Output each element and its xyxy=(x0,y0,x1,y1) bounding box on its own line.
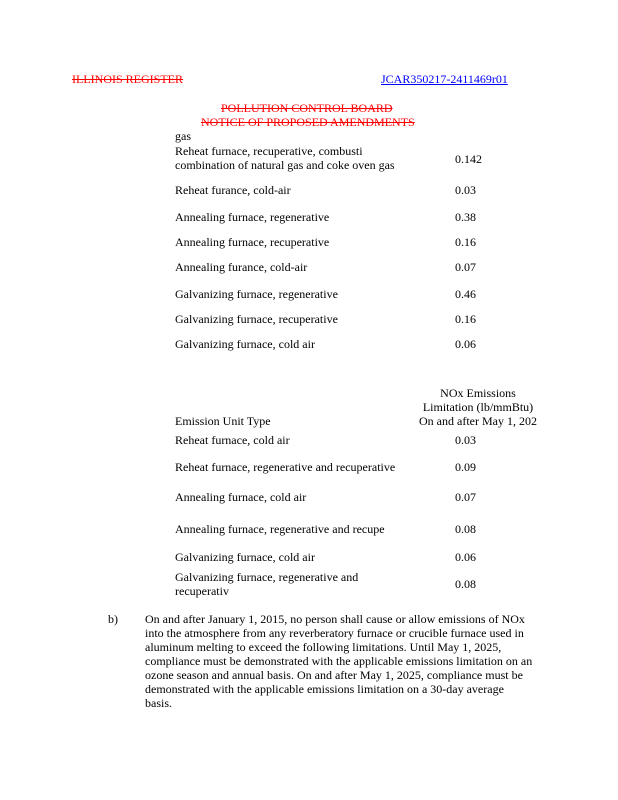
section-b-label: b) xyxy=(108,612,118,626)
notice-title: NOTICE OF PROPOSED AMENDMENTS xyxy=(201,115,415,129)
row-label: recuperativ xyxy=(175,584,229,598)
column-header-line: NOx Emissions xyxy=(440,386,516,400)
row-value: 0.46 xyxy=(455,287,476,301)
row-value: 0.07 xyxy=(455,260,476,274)
row-value: 0.08 xyxy=(455,577,476,591)
board-title: POLLUTION CONTROL BOARD xyxy=(221,101,393,115)
row-label: Annealing furnace, recuperative xyxy=(175,235,330,249)
row-label: Galvanizing furnace, cold air xyxy=(175,550,315,564)
paragraph-line: compliance must be demonstrated with the applicable emissions limitation on an xyxy=(145,654,533,668)
paragraph-line: aluminum melting to exceed the following limitations. Until May 1, 2025, xyxy=(145,640,502,654)
row-label: Annealing furance, cold-air xyxy=(175,260,308,274)
row-value: 0.16 xyxy=(455,235,476,249)
row-value: 0.38 xyxy=(455,210,476,224)
row-label: Reheat furance, cold-air xyxy=(175,183,291,197)
register-title: ILLINOIS REGISTER xyxy=(72,72,183,86)
row-label: Annealing furnace, cold air xyxy=(175,490,307,504)
column-header-line: On and after May 1, 202 xyxy=(419,414,537,428)
paragraph-line: basis. xyxy=(145,696,172,710)
row-value: 0.06 xyxy=(455,337,476,351)
jcar-code-link[interactable]: JCAR350217-2411469r01 xyxy=(381,72,508,86)
paragraph-line: On and after January 1, 2015, no person shall cause or allow emissions of NOx xyxy=(145,612,525,626)
row-label: Galvanizing furnace, regenerative xyxy=(175,287,338,301)
row-value: 0.142 xyxy=(455,152,482,166)
column-header-emission-unit-type: Emission Unit Type xyxy=(175,414,271,428)
row-label: combination of natural gas and coke oven gas xyxy=(175,158,395,172)
row-label: Galvanizing furnace, cold air xyxy=(175,337,315,351)
row-value: 0.07 xyxy=(455,490,476,504)
row-value: 0.08 xyxy=(455,522,476,536)
row-value: 0.03 xyxy=(455,183,476,197)
row-label: Reheat furnace, recuperative, combusti xyxy=(175,144,363,158)
row-label: Galvanizing furnace, recuperative xyxy=(175,312,338,326)
row-value: 0.09 xyxy=(455,460,476,474)
row-label: Reheat furnace, regenerative and recuperative xyxy=(175,460,396,474)
paragraph-line: demonstrated with the applicable emissions limitation on a 30-day average xyxy=(145,682,504,696)
column-header-line: Limitation (lb/mmBtu) xyxy=(422,400,534,414)
paragraph-line: ozone season and annual basis. On and after May 1, 2025, compliance must be xyxy=(145,668,523,682)
table-1-carry-over: gas xyxy=(175,129,191,143)
row-value: 0.06 xyxy=(455,550,476,564)
paragraph-line: into the atmosphere from any reverberatory furnace or crucible furnace used in xyxy=(145,626,524,640)
row-label: Annealing furnace, regenerative and recupe xyxy=(175,522,385,536)
row-label: Reheat furnace, cold air xyxy=(175,433,290,447)
row-value: 0.03 xyxy=(455,433,476,447)
row-label: Galvanizing furnace, regenerative and xyxy=(175,570,359,584)
row-label: Annealing furnace, regenerative xyxy=(175,210,330,224)
row-value: 0.16 xyxy=(455,312,476,326)
